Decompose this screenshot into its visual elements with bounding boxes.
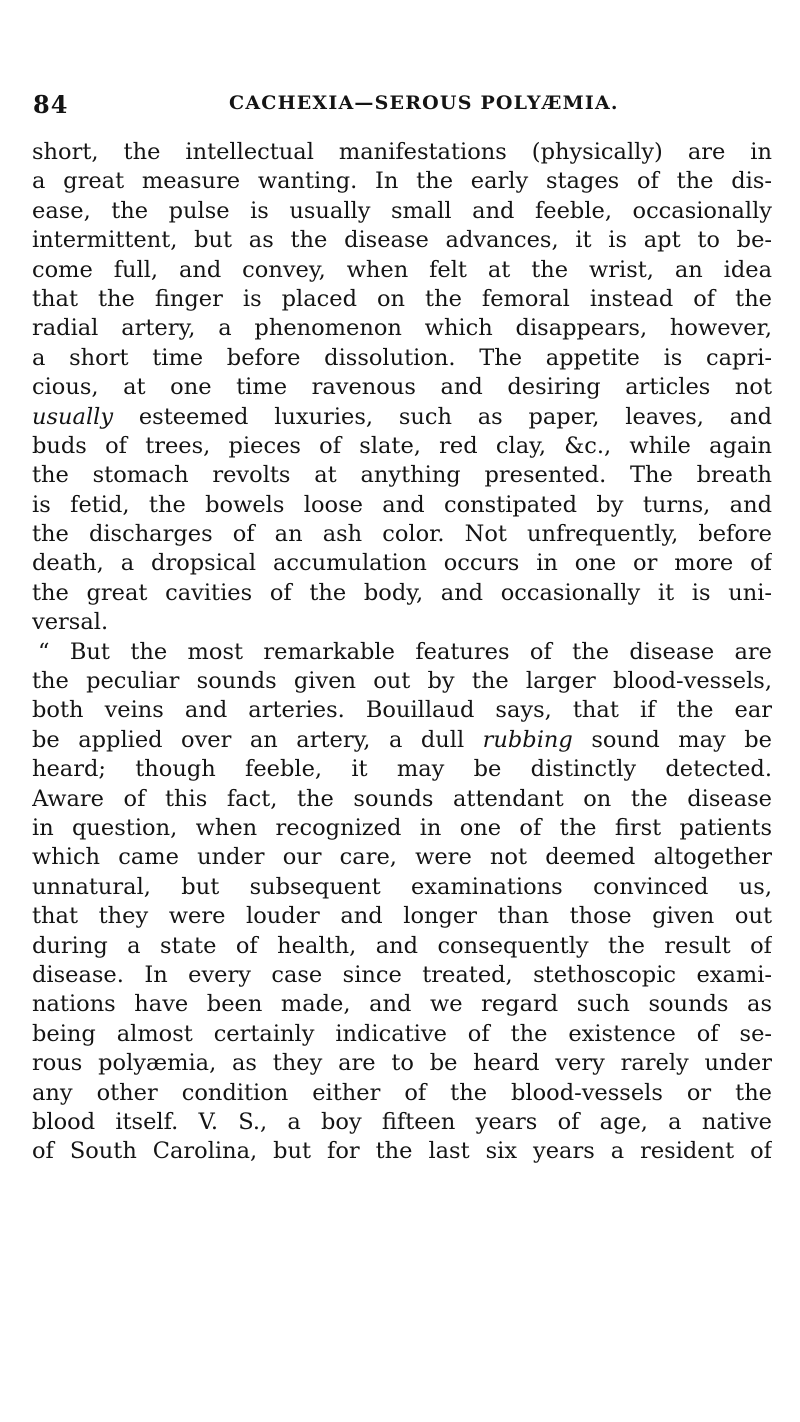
text-run: in question, when recognized in one of the first patients — [32, 814, 772, 841]
running-head — [33, 90, 773, 120]
text-line — [32, 843, 772, 872]
text-line — [32, 138, 772, 167]
text-run: of South Carolina, but for the last six years a resident of — [32, 1138, 772, 1165]
text-run: radial artery, a phenomenon which disappears, however, — [32, 315, 772, 342]
text-line — [32, 608, 772, 637]
text-run: be applied over an artery, a dull — [32, 726, 483, 753]
page-number: 84 — [33, 90, 69, 119]
text-run: nations have been made, and we regard such sounds as — [32, 991, 772, 1018]
text-line — [32, 755, 772, 784]
text-line — [32, 491, 772, 520]
text-run: a great measure wanting. In the early stages of the dis- — [32, 168, 772, 195]
text-run: both veins and arteries. Bouillaud says, that if the ear — [32, 697, 772, 724]
text-run: come full, and convey, when felt at the wrist, an idea — [32, 256, 772, 283]
text-run: a short time before dissolution. The appetite is capri- — [32, 344, 772, 371]
text-line — [32, 461, 772, 490]
text-run: the discharges of an ash color. Not unfrequently, before — [32, 521, 772, 548]
text-run: being almost certainly indicative of the existence of se- — [32, 1020, 772, 1047]
text-run: the peculiar sounds given out by the larger blood-vessels, — [32, 668, 772, 695]
text-run: versal. — [32, 609, 109, 636]
text-run: unnatural, but subsequent examinations convinced us, — [32, 873, 772, 900]
text-line — [32, 1137, 772, 1166]
text-line — [32, 873, 772, 902]
text-run: disease. In every case since treated, stethoscopic exami- — [32, 961, 772, 988]
text-line — [32, 1020, 772, 1049]
text-run: during a state of health, and consequently the result of — [32, 932, 772, 959]
text-run: sound may be — [572, 726, 772, 753]
text-line — [32, 549, 772, 578]
text-line — [32, 814, 772, 843]
text-line — [32, 520, 772, 549]
text-run: that they were louder and longer than those given out — [32, 903, 772, 930]
text-line — [32, 226, 772, 255]
text-run: intermittent, but as the disease advances, it is apt to be- — [32, 227, 772, 254]
text-line — [32, 314, 772, 343]
text-run: the stomach revolts at anything presented. The breath — [32, 462, 772, 489]
text-line — [32, 344, 772, 373]
text-line — [32, 167, 772, 196]
text-run: buds of trees, pieces of slate, red clay, &c., while again — [32, 432, 772, 459]
text-line — [32, 403, 772, 432]
text-run: is fetid, the bowels loose and constipated by turns, and — [32, 491, 772, 518]
text-run: “ But the most remarkable features of the disease are — [38, 638, 772, 665]
text-run: blood itself. V. S., a boy fifteen years of age, a native — [32, 1108, 772, 1135]
text-line — [32, 1108, 772, 1137]
text-run: cious, at one time ravenous and desiring articles not — [32, 374, 772, 401]
text-line — [32, 579, 772, 608]
text-line — [32, 197, 772, 226]
body-text — [32, 138, 772, 1167]
text-line — [32, 667, 772, 696]
text-line — [32, 726, 772, 755]
text-line — [32, 373, 772, 402]
text-run: death, a dropsical accumulation occurs in one or more of — [32, 550, 772, 577]
text-line — [32, 902, 772, 931]
text-line — [32, 932, 772, 961]
text-run: short, the intellectual manifestations (physically) are in — [32, 139, 772, 165]
italic-text: rubbing — [482, 726, 573, 753]
text-line — [32, 285, 772, 314]
running-title: CACHEXIA—SEROUS POLYÆMIA. — [229, 92, 619, 114]
text-line — [32, 990, 772, 1019]
italic-text: usually — [32, 403, 114, 430]
text-line — [32, 1079, 772, 1108]
text-run: any other condition either of the blood-vessels or the — [32, 1079, 772, 1106]
text-line — [32, 961, 772, 990]
text-run: rous polyæmia, as they are to be heard very rarely under — [32, 1050, 772, 1077]
text-line — [32, 638, 772, 667]
text-run: Aware of this fact, the sounds attendant on the disease — [32, 785, 772, 812]
text-run: which came under our care, were not deemed altogether — [32, 844, 772, 871]
text-line — [32, 1049, 772, 1078]
text-line — [32, 785, 772, 814]
text-run: heard; though feeble, it may be distinctly detected. — [32, 756, 772, 783]
text-run: ease, the pulse is usually small and feeble, occasionally — [32, 197, 772, 224]
text-line — [32, 696, 772, 725]
text-line — [32, 256, 772, 285]
text-run: the great cavities of the body, and occasionally it is uni- — [32, 579, 772, 606]
text-run: that the finger is placed on the femoral instead of the — [32, 285, 772, 312]
text-run: esteemed luxuries, such as paper, leaves, and — [113, 403, 772, 430]
text-line — [32, 432, 772, 461]
